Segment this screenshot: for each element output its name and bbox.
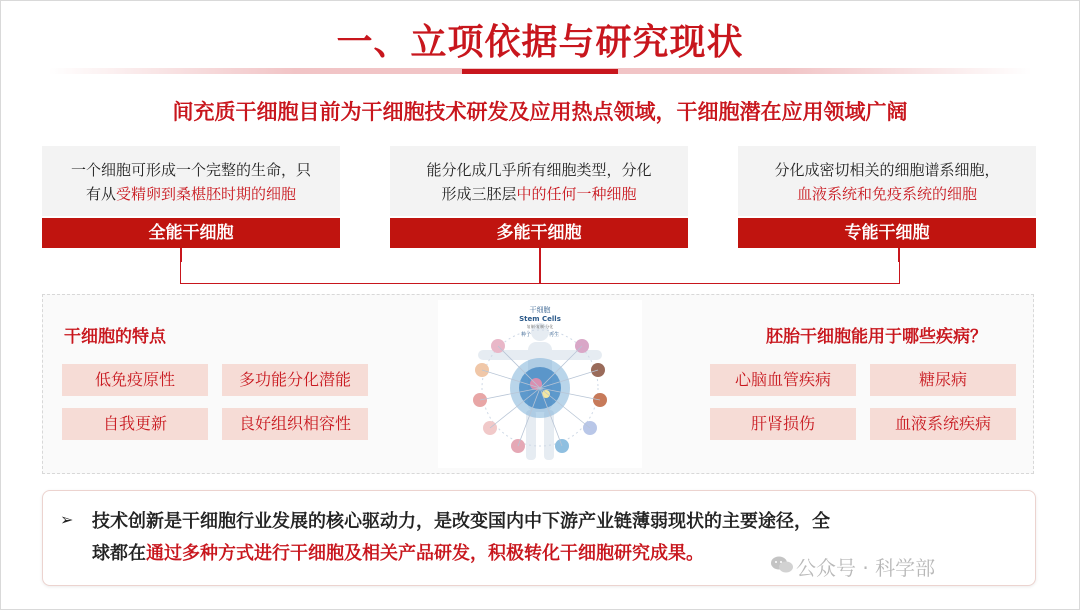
page-subtitle: 间充质干细胞目前为干细胞技术研发及应用热点领域，干细胞潜在应用领域广阔: [172, 100, 908, 124]
disease-tag: 肝肾损伤: [710, 408, 856, 440]
diagram-title: 干细胞: [529, 306, 551, 314]
features-heading: 干细胞的特点: [64, 327, 166, 347]
card-desc-line1: 分化成密切相关的细胞谱系细胞，: [774, 161, 1000, 179]
card-totipotent: [42, 146, 340, 248]
diagram-tag-regen: 再生: [548, 332, 560, 338]
diseases-heading: 胚胎干细胞能用于哪些疾病？: [766, 327, 987, 347]
card-pluripotent: [390, 146, 688, 248]
disease-tag: 心脑血管疾病: [710, 364, 856, 396]
card-desc-line2: [42, 182, 340, 206]
card-desc-line2: [390, 182, 688, 206]
card-label: 专能干细胞: [738, 218, 1036, 248]
stem-cell-diagram: [438, 300, 642, 468]
connector-right: [898, 248, 900, 262]
disease-tag: 糖尿病: [870, 364, 1016, 396]
stem-cell-illustration: [438, 300, 642, 468]
feature-tag: 低免疫原性: [62, 364, 208, 396]
title-divider-accent: [462, 69, 618, 74]
card-desc-highlight: 受精卵到桑椹胚时期的细胞: [116, 185, 297, 203]
feature-tag: 良好组织相容性: [222, 408, 368, 440]
connector-middle: [539, 248, 541, 284]
diagram-tag-seed: 种子: [520, 332, 532, 338]
card-desc-highlight: 中的任何一种细胞: [516, 185, 637, 203]
feature-tag: 自我更新: [62, 408, 208, 440]
diagram-caption: 复制·复制·分化: [526, 324, 554, 329]
card-desc-line1: 能分化成几乎所有细胞类型，分化: [426, 161, 652, 179]
card-desc-line2: [738, 182, 1036, 206]
disease-tag: 血液系统疾病: [870, 408, 1016, 440]
summary-line1: 技术创新是干细胞行业发展的核心驱动力，是改变国内中下游产业链薄弱现状的主要途径，全: [92, 511, 830, 532]
wechat-icon: [770, 555, 794, 575]
summary-line2-highlight: 通过多种方式进行干细胞及相关产品研发，积极转化干细胞研究成果。: [146, 543, 704, 564]
diagram-subtitle: Stem Cells: [519, 315, 561, 323]
card-desc-text: 有从: [85, 185, 116, 203]
feature-tag: 多功能分化潜能: [222, 364, 368, 396]
card-label: 多能干细胞: [390, 218, 688, 248]
card-description: [390, 146, 688, 216]
card-label: 全能干细胞: [42, 218, 340, 248]
watermark: 公众号 · 科学部: [796, 556, 936, 580]
bullet-arrow-icon: ➢: [60, 510, 74, 529]
connector-left: [180, 248, 182, 262]
card-desc-line1: 一个细胞可形成一个完整的生命，只: [70, 161, 311, 179]
page-title: 一、立项依据与研究现状: [336, 22, 744, 63]
card-desc-text: 形成三胚层: [441, 185, 517, 203]
summary-line2-text: 球都在: [92, 543, 146, 564]
card-description: [738, 146, 1036, 216]
card-description: [42, 146, 340, 216]
card-multipotent: [738, 146, 1036, 248]
card-desc-highlight: 血液系统和免疫系统的细胞: [796, 185, 977, 203]
